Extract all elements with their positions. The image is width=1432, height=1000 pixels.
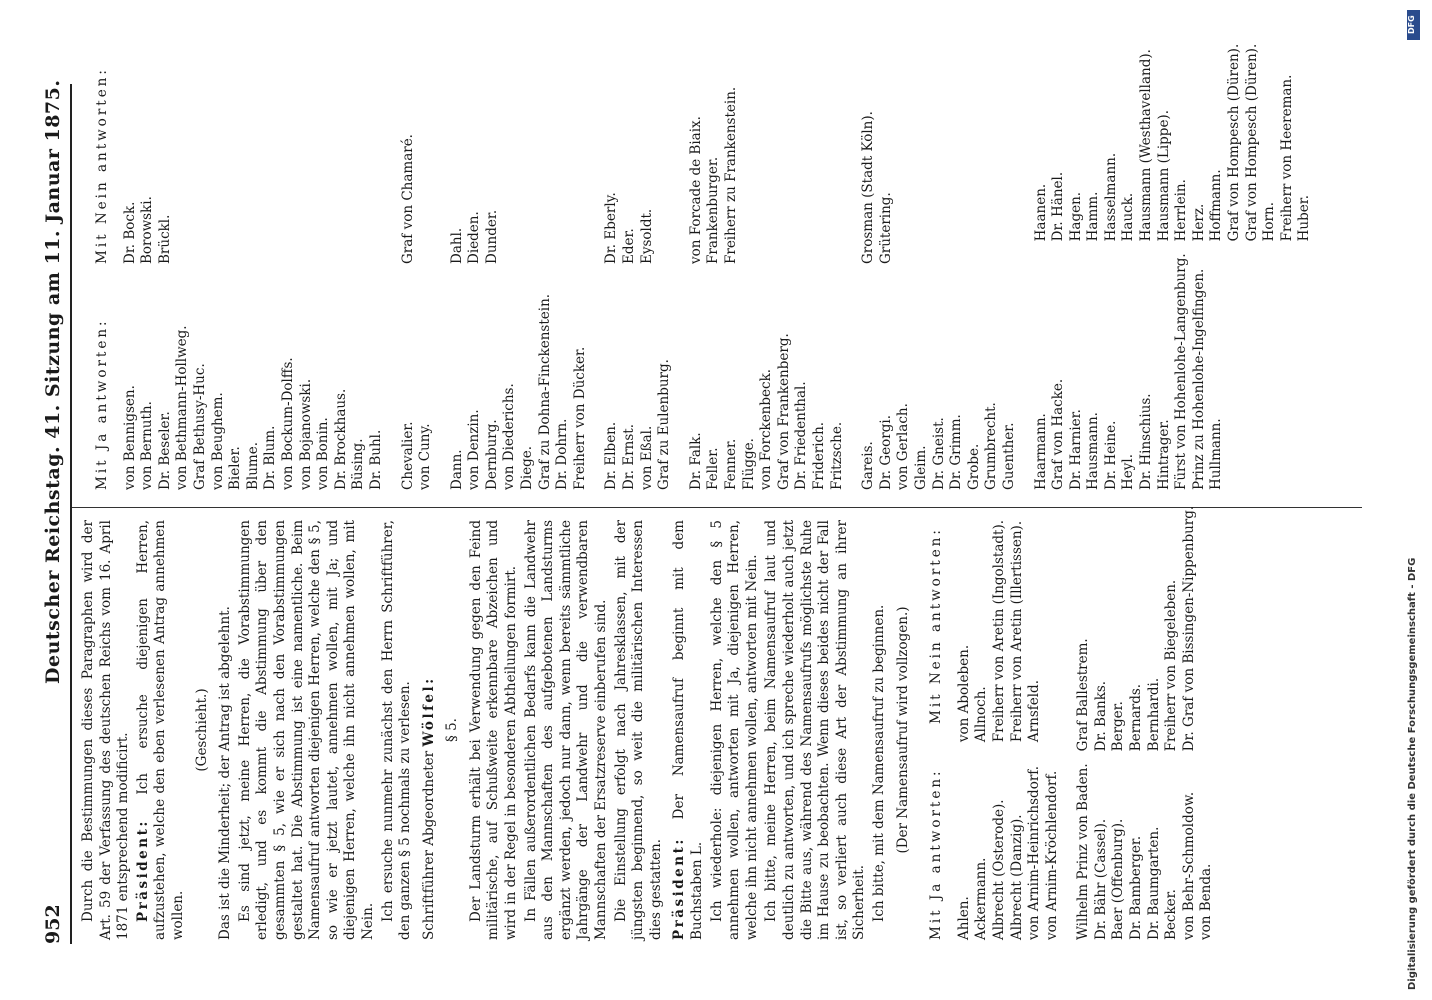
paragraph: Ich bitte, mit dem Namensaufruf zu beginnen. xyxy=(870,604,887,922)
member-name: Dr. Harnier. xyxy=(1067,409,1084,490)
left-column xyxy=(80,505,1230,940)
paragraph: Ich ersuche nunmehr zunächst den Herrn Schriftführer, den ganzen § 5 nochmals zu verlesen. xyxy=(379,520,414,940)
member-name: Wilhelm Prinz von Baden. xyxy=(1075,763,1092,940)
page-number: 952 xyxy=(42,904,64,944)
speech-text: Ich ersuche diejenigen Herren, aufzustehen, welche den eben verlesenen Antrag annehmen wollen. xyxy=(134,520,186,940)
member-name: von Bonin. xyxy=(315,417,332,490)
paragraph: Es sind jetzt, meine Herren, die Vorabstimmungen erledigt, und es kommt die Abstimmung über den gesammten § 5, wie er sich nach den Vorabstimmungen gestaltet hat. Die Abstimmung ist eine namentliche. Beim Namensaufruf antworten diejenigen Herren, welche den § 5, so wie er jetzt lautet, annehmen wollen, mit Ja; und diejenigen Herren, welche ihn nicht annehmen wollen, mit Nein. xyxy=(236,520,376,940)
vote-names-group xyxy=(1075,505,1216,940)
member-name: Diege. xyxy=(519,445,536,490)
stage-note: (Der Namensaufruf wird vollzogen.) xyxy=(894,606,911,854)
member-name: von Arnim-Heinrichsdorf. xyxy=(1026,765,1043,940)
member-name: Dr. Baumgarten. xyxy=(1145,826,1162,940)
member-name: Borowski. xyxy=(139,196,156,264)
paragraph xyxy=(671,520,706,940)
member-name: Dr. Elben. xyxy=(603,421,620,490)
member-name: Dr. Beseler. xyxy=(156,411,173,490)
nein-list xyxy=(956,520,1062,742)
member-name: von Arnim-Kröchlendorf. xyxy=(1043,770,1060,940)
member-name: Graf Ballestrem. xyxy=(1075,638,1092,752)
nein-list xyxy=(603,50,673,264)
member-name: Dr. Bähr (Cassel). xyxy=(1092,818,1109,940)
nein-list xyxy=(449,50,590,264)
vote-groups xyxy=(121,43,1314,490)
nein-heading: Mit Nein antworten: xyxy=(94,67,110,264)
member-name: von Aboleben. xyxy=(955,644,972,743)
member-name: Hauck. xyxy=(1120,192,1137,242)
paragraph: Ich bitte, meine Herren, beim Namensaufruf laut und deutlich zu antworten, und ich spreche wiederholt auch jetzt die Bitte aus, während des Namensaufrufs möglichste Ruhe im Hause zu beobachten. Wenn dieses beides nicht der Fall ist, so verliert auch diese Art der Abstimmung an ihrer Sicherheit. xyxy=(763,520,868,940)
member-name: Hintrager. xyxy=(1155,419,1172,490)
member-name: Graf von Chamaré. xyxy=(399,134,416,264)
vote-names-group xyxy=(688,50,846,490)
member-name: von Behr-Schmoldow. xyxy=(1180,791,1197,940)
member-name: Feller. xyxy=(705,447,722,490)
member-name: Grütering. xyxy=(877,192,894,264)
ja-list xyxy=(122,276,386,490)
member-name: Freiherr von Heereman. xyxy=(1278,74,1295,242)
speaker-label: Schriftführer Abgeordneter xyxy=(420,750,437,940)
ja-list xyxy=(860,276,1018,490)
member-name: Hausmann (Westhavelland). xyxy=(1138,49,1155,242)
member-name: Graf zu Dohna-Finckenstein. xyxy=(536,293,553,490)
member-name: Dr. Hänel. xyxy=(1050,171,1067,242)
member-name: Dr. Buhl. xyxy=(367,429,384,490)
vote-names-group xyxy=(860,50,1018,490)
paragraph: Ich wiederhole: diejenigen Herren, welche den § 5 annehmen wollen, antworten mit Ja, diejenigen Herren, welche ihn nicht annehmen wollen, antworten mit Nein. xyxy=(708,520,760,940)
ja-list xyxy=(1033,253,1315,490)
member-name: Albrecht (Osterode). xyxy=(990,799,1007,940)
nein-list xyxy=(400,50,435,264)
member-name: Hausmann (Lippe). xyxy=(1155,110,1172,242)
member-name: Dr. Heine. xyxy=(1102,420,1119,490)
ja-list xyxy=(1075,763,1216,940)
nein-list xyxy=(860,50,1018,264)
member-name: Berger. xyxy=(1110,701,1127,752)
member-name: Baer (Offenburg). xyxy=(1110,818,1127,940)
member-name: Dieden. xyxy=(466,211,483,264)
member-name: von Cuny. xyxy=(417,423,434,490)
member-name: von Bojanowski. xyxy=(297,378,314,490)
vote-names-group xyxy=(1032,43,1315,490)
paragraph: Die Einstellung erfolgt nach Jahresklassen, mit der jüngsten beginnend, so weit die militärischen Interessen dies gestatten. xyxy=(612,520,664,940)
member-name: Dr. Brockhaus. xyxy=(332,388,349,490)
member-name: Ahlen. xyxy=(955,896,972,940)
ja-heading: Mit Ja antworten: xyxy=(94,318,110,490)
member-name: Dr. Ernst. xyxy=(621,423,638,490)
member-name: Dr. Eberly. xyxy=(603,192,620,264)
member-name: Guenther. xyxy=(1000,422,1017,490)
member-name: Blume. xyxy=(244,441,261,490)
member-name: von Bockum-Dolffs. xyxy=(279,357,296,490)
nein-list xyxy=(1033,44,1315,242)
member-name: Graf Bethusy-Huc. xyxy=(191,363,208,490)
member-name: Grosman (Stadt Köln). xyxy=(860,111,877,264)
ja-list xyxy=(449,276,590,490)
member-name: Dernburg. xyxy=(483,419,500,490)
member-name: Hoffmann. xyxy=(1208,169,1225,242)
member-name: Flügge. xyxy=(740,438,757,490)
header-rule xyxy=(70,84,72,944)
member-name: Heyl. xyxy=(1120,454,1137,490)
vote-headings xyxy=(84,50,118,490)
member-name: von Bernuth. xyxy=(139,401,156,490)
vote-names-group xyxy=(449,50,590,490)
member-name: von Forcade de Biaix. xyxy=(687,116,704,264)
member-name: von Gerlach. xyxy=(895,403,912,490)
member-name: Dr. Hinschius. xyxy=(1138,393,1155,490)
speech-text: Der Namensaufruf beginnt mit dem Buchstaben L. xyxy=(671,520,705,940)
member-name: Arnsfeld. xyxy=(1026,680,1043,743)
member-name: von Bennigsen. xyxy=(121,385,138,490)
member-name: Dr. Georgi. xyxy=(877,415,894,490)
member-name: Grobe. xyxy=(965,443,982,490)
member-name: Freiherr von Biegeleben. xyxy=(1163,579,1180,752)
member-name: Fürst von Hohenlohe-Langenburg. xyxy=(1173,253,1190,490)
member-name: Freiherr von Aretin (Illertissen). xyxy=(1008,520,1025,743)
vote-headings xyxy=(918,520,952,940)
nein-heading: Mit Nein antworten: xyxy=(928,527,945,724)
member-name: Dr. Bock. xyxy=(121,201,138,264)
member-name: Dr. Graf von Bissingen-Nippenburg. xyxy=(1180,505,1197,752)
member-name: Herz. xyxy=(1190,203,1207,242)
paragraph: Der Landsturm erhält bei Verwendung gegen den Feind militärische, auf Schußweite erkennbare Abzeichen und wird in der Regel in besonderen Abtheilungen formirt. xyxy=(467,520,520,940)
ja-heading: Mit Ja antworten: xyxy=(928,768,945,940)
member-name: Chevalier. xyxy=(399,421,416,490)
member-name: Büsing. xyxy=(350,438,367,490)
page-title: Deutscher Reichstag. 41. Sitzung am 11. Januar 1875. xyxy=(42,79,64,684)
stage-note: (Geschieht.) xyxy=(193,688,210,772)
member-name: Albrecht (Danzig). xyxy=(1008,814,1025,940)
member-name: Huber. xyxy=(1296,194,1313,242)
nein-list xyxy=(122,50,386,264)
page-header xyxy=(38,44,68,944)
member-name: Hamm. xyxy=(1085,191,1102,242)
member-name: Allnoch. xyxy=(973,686,990,743)
member-name: Dr. Grimm. xyxy=(948,414,965,490)
speaker-name: Wölfel: xyxy=(420,676,437,747)
member-name: Becker. xyxy=(1163,889,1180,940)
member-name: Bernhardi. xyxy=(1145,677,1162,752)
member-name: von Benda. xyxy=(1198,863,1215,940)
vote-names-group xyxy=(956,520,1062,940)
member-name: Dr. Falk. xyxy=(687,432,704,490)
member-name: Hagen. xyxy=(1067,191,1084,242)
member-name: Graf von Hompesch (Düren). xyxy=(1226,43,1243,242)
member-name: Ackermann. xyxy=(973,857,990,940)
member-name: Dr. Friedenthal. xyxy=(793,381,810,490)
member-name: Freiherr von Aretin (Ingolstadt). xyxy=(990,520,1007,743)
dfg-credit-text: Digitalisierung gefördert durch die Deutsche Forschungsgemeinschaft - DFG xyxy=(1407,557,1418,990)
member-name: Haanen. xyxy=(1032,183,1049,242)
member-name: Dr. Dohrn. xyxy=(554,418,571,490)
dfg-logo: DFG xyxy=(1407,10,1420,40)
nein-list xyxy=(688,50,846,264)
member-name: Grumbrecht. xyxy=(983,402,1000,490)
member-name: Graf von Frankenberg. xyxy=(775,333,792,490)
member-name: Horn. xyxy=(1261,202,1278,242)
member-name: Eder. xyxy=(621,228,638,264)
ja-list xyxy=(688,276,846,490)
member-name: Eysoldt. xyxy=(638,208,655,264)
member-name: Fenner. xyxy=(723,438,739,490)
member-name: Haarmann. xyxy=(1032,413,1049,490)
member-name: von Bethmann-Hollweg. xyxy=(174,325,191,490)
member-name: Herrlein. xyxy=(1173,179,1190,242)
ja-list xyxy=(400,276,435,490)
member-name: von Eßal. xyxy=(638,425,655,490)
speaker-label: Präsident: xyxy=(134,819,151,922)
paragraph: Das ist die Minderheit; der Antrag ist abgelehnt. xyxy=(217,606,234,940)
ja-list xyxy=(956,754,1062,940)
section-heading: § 5. xyxy=(444,718,461,742)
paragraph xyxy=(135,520,188,940)
ja-list xyxy=(603,276,673,490)
member-name: von Beughem. xyxy=(209,392,226,490)
dfg-strip xyxy=(1397,0,1432,1000)
member-name: Gleim. xyxy=(912,445,929,490)
member-name: Graf zu Eulenburg. xyxy=(656,359,673,490)
nein-list xyxy=(1075,506,1216,752)
member-name: Bieler. xyxy=(227,446,244,490)
paragraph: Durch die Bestimmungen dieses Paragraphen wird der Art. 59 der Verfassung des deutschen Reichs vom 16. April 1871 entsprechend modificirt. xyxy=(80,520,132,940)
member-name: Hausmann. xyxy=(1085,412,1102,490)
member-name: Dahl. xyxy=(448,227,465,264)
member-name: Prinz zu Hohenlohe-Ingelfingen. xyxy=(1190,268,1207,490)
member-name: Graf von Hacke. xyxy=(1050,378,1067,490)
member-name: Dr. Blum. xyxy=(262,425,279,490)
member-name: Hasselmann. xyxy=(1102,152,1119,242)
member-name: von Diederichs. xyxy=(501,383,518,490)
member-name: Gareis. xyxy=(860,441,877,490)
speaker-label: Präsident: xyxy=(671,837,688,940)
member-name: Friderich. xyxy=(810,421,827,490)
member-name: Dann. xyxy=(448,449,465,490)
vote-names-group xyxy=(400,50,435,490)
paragraph xyxy=(421,520,439,940)
paragraph: In Fällen außerordentlichen Bedarfs kann die Landwehr aus den Mannschaften des aufgebotenen Landsturms ergänzt werden, jedoch nur dann, wenn bereits sämmtliche Jahrgänge der Landwehr und die verwendbaren Mannschaften der Ersatzreserve einberufen sind. xyxy=(522,520,610,940)
member-name: Bernards. xyxy=(1128,683,1145,752)
vote-names-group xyxy=(603,50,673,490)
member-name: Graf von Hompesch (Düren). xyxy=(1243,43,1260,242)
member-name: Freiherr von Dücker. xyxy=(571,346,588,490)
member-name: Dr. Gneist. xyxy=(930,417,947,490)
member-name: Dr. Bamberger. xyxy=(1128,835,1145,940)
right-column xyxy=(80,43,1328,490)
member-name: Dunder. xyxy=(483,209,500,264)
member-name: Dr. Banks. xyxy=(1092,680,1109,752)
member-name: Frankenburger. xyxy=(705,156,722,264)
member-name: von Denzin. xyxy=(466,409,483,490)
vote-names-group xyxy=(122,50,386,490)
member-name: Fritzsche. xyxy=(828,421,845,490)
member-name: von Forckenbeck. xyxy=(758,368,775,490)
member-name: Brückl. xyxy=(156,214,173,264)
member-name: Freiherr zu Frankenstein. xyxy=(723,86,739,264)
member-name: Hullmann. xyxy=(1208,418,1225,490)
